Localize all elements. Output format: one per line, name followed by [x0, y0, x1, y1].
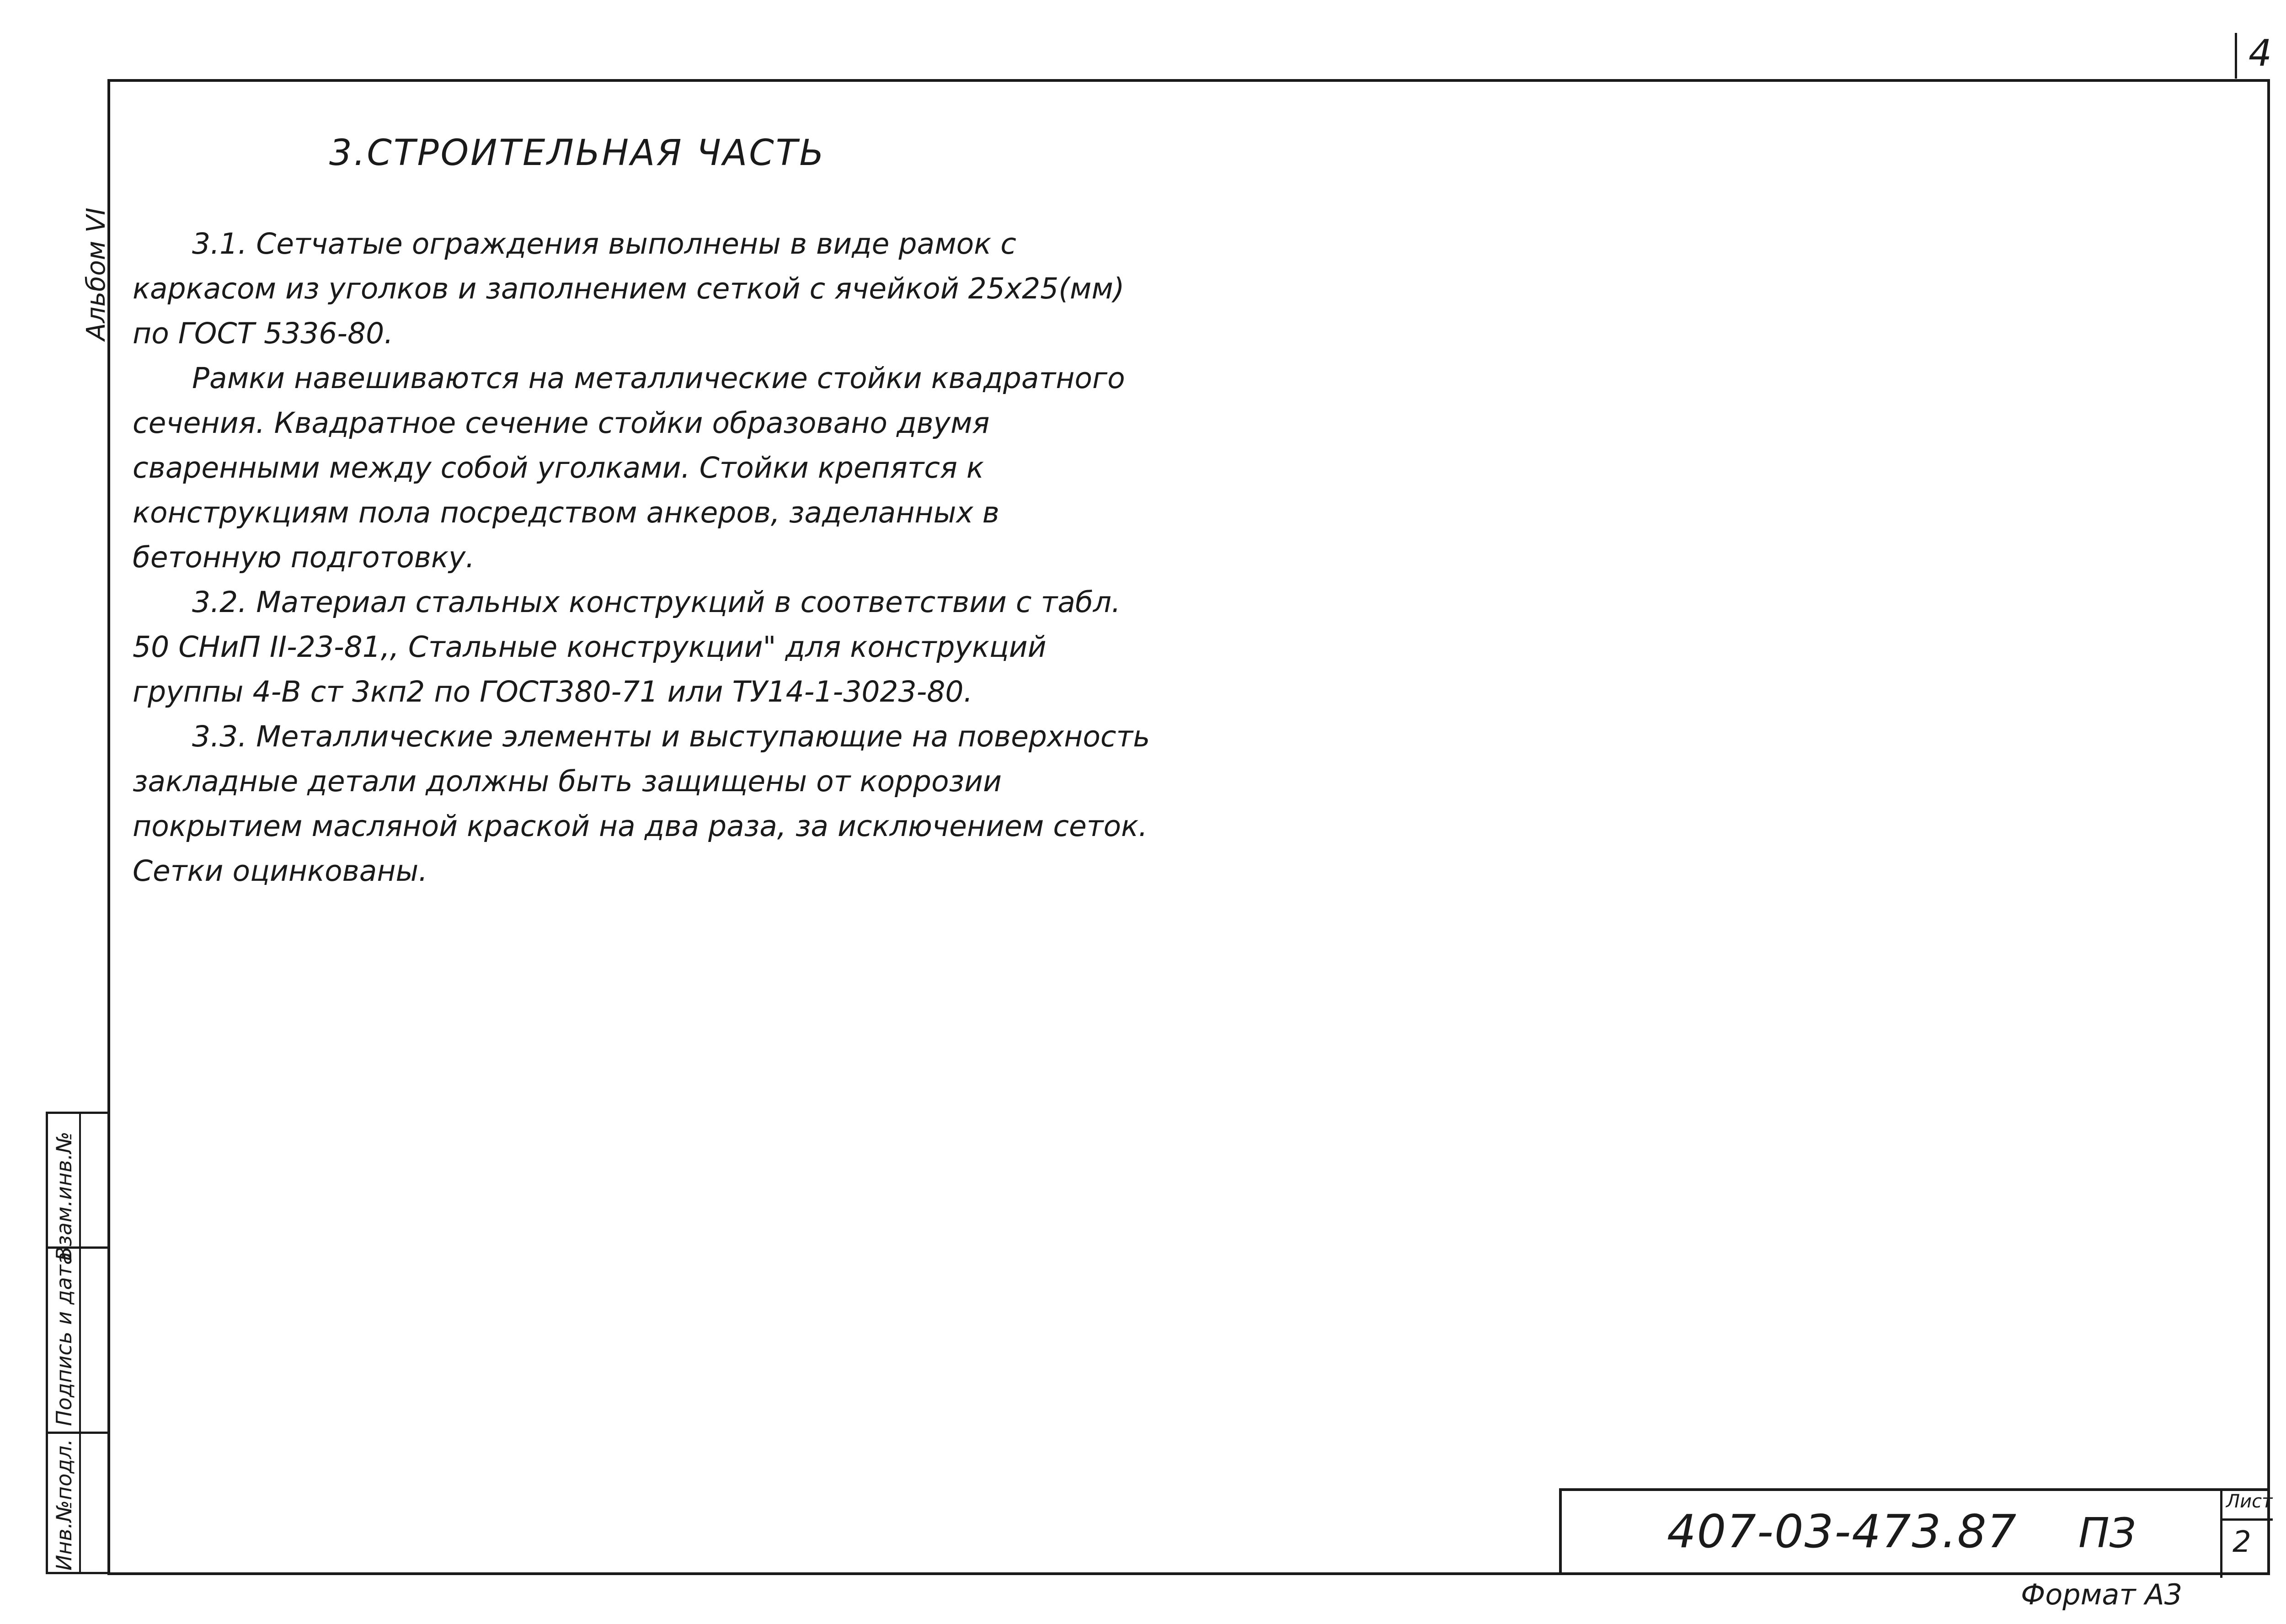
- paragraph-3-1: 3.1. Сетчатые ограждения выполнены в виде рамок с каркасом из уголков и заполнением сеткой с ячейкой 25x25(мм) по ГОСТ 5336-80.: [133, 227, 1125, 350]
- stamp-cell-replace-inv: [48, 1114, 107, 1261]
- sheet-box: [2220, 1491, 2273, 1578]
- stamp-sidebar: [46, 1112, 107, 1574]
- section-title: 3.СТРОИТЕЛЬНАЯ ЧАСТЬ: [329, 133, 826, 174]
- stamp-cell-inv-original: [48, 1432, 107, 1574]
- paragraph-3-3: 3.3. Металлические элементы и выступающие на поверхность закладные детали должны быть защищены от коррозии покрытием масляной краской на два раза, за исключением сеток. Сетки оцинкованы.: [133, 720, 1150, 888]
- title-block: [1559, 1488, 2273, 1575]
- stamp-cell-signature-date: [48, 1246, 107, 1432]
- body-text: [133, 222, 1157, 894]
- sheet-corner-line: [2235, 33, 2237, 79]
- sheet-separator: [2222, 1518, 2273, 1521]
- paragraph-3-2: 3.2. Материал стальных конструкций в соответствии с табл. 50 СНиП II-23-81,, Стальные конструкции" для конструкций группы 4-В ст 3кп2 по ГОСТ380-71 или ТУ14-1-3023-80.: [133, 586, 1121, 708]
- paragraph-frames: Рамки навешиваются на металлические стойки квадратного сечения. Квадратное сечение стойки образовано двумя сваренными между собой уголками. Стойки крепятся к конструкциям пола посредством анкеров, заделанных в бетонную подготовку.: [133, 362, 1125, 574]
- stamp-label: Взам.инв.№: [52, 1131, 76, 1261]
- stamp-sidebar-inner: [48, 1114, 107, 1572]
- sheet-label: Лист: [2226, 1491, 2273, 1512]
- document-code: 407-03-473.87: [1667, 1505, 2018, 1558]
- corner-sheet-number: 4: [2249, 32, 2272, 75]
- album-label: Альбом VI: [81, 208, 111, 341]
- stamp-label: Подпись и дата: [52, 1251, 76, 1427]
- sheet-number: 2: [2233, 1525, 2251, 1559]
- format-label: Формат А3: [2021, 1578, 2183, 1611]
- document-type: ПЗ: [2078, 1509, 2136, 1557]
- stamp-label: Инв.№подл.: [52, 1438, 76, 1571]
